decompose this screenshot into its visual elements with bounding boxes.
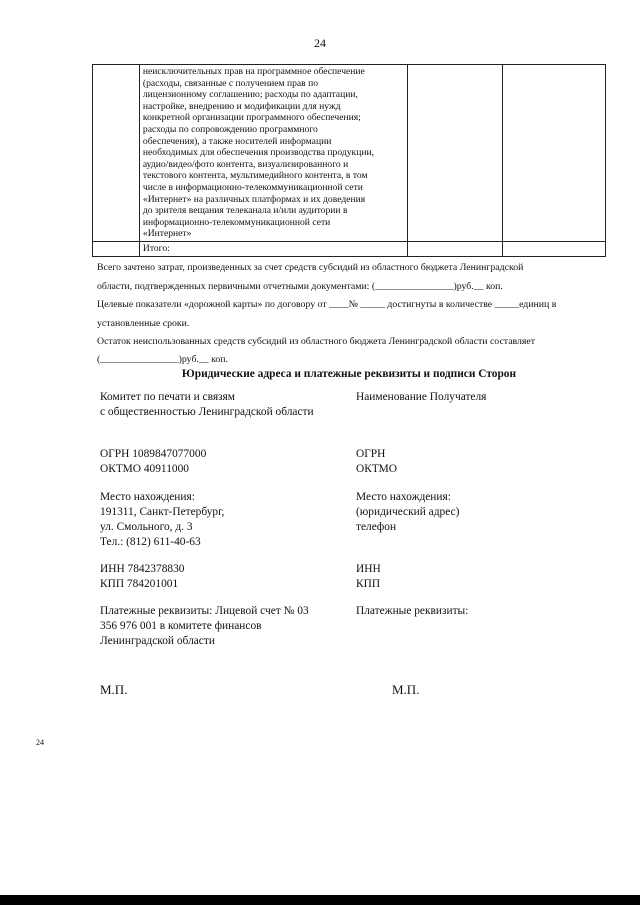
description-line: необходимых для обеспечения производства продукции, bbox=[142, 147, 374, 159]
page-number: 24 bbox=[314, 36, 326, 50]
address-line: 191311, Санкт-Петербург, bbox=[100, 506, 225, 518]
text-line: Комитет по печати и связям bbox=[100, 391, 236, 403]
description-line: неисключительных прав на программное обеспечение bbox=[142, 66, 365, 77]
total-label: Итого: bbox=[139, 241, 408, 256]
row-number-cell bbox=[93, 241, 140, 256]
table-row bbox=[93, 65, 606, 242]
oktmo-label: ОКТМО bbox=[356, 463, 397, 475]
table-row-total bbox=[93, 241, 606, 256]
text-line: Ленинградской области bbox=[100, 635, 215, 647]
cost-table bbox=[92, 64, 606, 257]
description-line: до зрителя вещания телеканала и/или аудитории в bbox=[142, 205, 348, 217]
report-line: Всего зачтено затрат, произведенных за счет средств субсидий из областного бюджета Ленинградской bbox=[97, 262, 524, 273]
description-line: (расходы, связанные с получением прав по bbox=[142, 77, 319, 89]
text-line: Платежные реквизиты: bbox=[356, 605, 469, 617]
address-line: ул. Смольного, д. 3 bbox=[100, 521, 193, 533]
description-line: лицензионному соглашению; расходы по адаптации, bbox=[142, 89, 358, 101]
report-line: Целевые показатели «дорожной карты» по договору от ____№ _____ достигнуты в количестве _____единиц в bbox=[97, 299, 557, 310]
kpp-value: КПП 784201001 bbox=[100, 578, 179, 590]
ogrn-value: ОГРН 1089847077000 bbox=[100, 448, 207, 460]
description-line: информационно-телекоммуникационной сети bbox=[142, 216, 331, 228]
report-line: установленные сроки. bbox=[97, 318, 190, 329]
report-line: области, подтвержденных первичными отчетными документами: (________________)руб.__ коп. bbox=[97, 281, 503, 292]
inn-value: ИНН 7842378830 bbox=[100, 563, 185, 575]
text-line: с общественностью Ленинградской области bbox=[100, 406, 314, 418]
description-line: расходы по сопровождению программного bbox=[142, 123, 318, 135]
section-title: Юридические адреса и платежные реквизиты и подписи Сторон bbox=[181, 368, 517, 380]
description-line: числе в информационно-телекоммуникационной сети bbox=[142, 181, 363, 193]
text-line: Наименование Получателя bbox=[356, 391, 487, 403]
scan-edge bbox=[0, 895, 640, 905]
amount-cell bbox=[503, 65, 606, 242]
location-label: Место нахождения: bbox=[356, 491, 451, 503]
right-party-name bbox=[356, 390, 606, 405]
right-tax-ids bbox=[356, 562, 606, 592]
text-line: Платежные реквизиты: Лицевой счет № 03 bbox=[100, 605, 309, 617]
inn-label: ИНН bbox=[356, 563, 381, 575]
description-cell bbox=[139, 65, 408, 242]
right-stamp: М.П. bbox=[392, 682, 420, 697]
amount-cell bbox=[408, 65, 503, 242]
left-party-name bbox=[100, 390, 350, 420]
report-line: (________________)руб.__ коп. bbox=[97, 354, 228, 365]
report-line: Остаток неиспользованных средств субсидий из областного бюджета Ленинградской области составляет bbox=[97, 336, 536, 347]
row-number-cell bbox=[93, 65, 140, 242]
margin-page-number: 24 bbox=[36, 738, 44, 747]
location-label: Место нахождения: bbox=[100, 491, 195, 503]
ogrn-label: ОГРН bbox=[356, 448, 386, 460]
address-line: (юридический адрес) bbox=[356, 506, 460, 518]
right-payment bbox=[356, 604, 606, 619]
description-line: обеспечения), а также носителей информации bbox=[142, 135, 332, 147]
oktmo-value: ОКТМО 40911000 bbox=[100, 463, 189, 475]
description-line: «Интернет» на различных платформах и их доведения bbox=[142, 193, 366, 205]
amount-cell bbox=[408, 241, 503, 256]
right-registration bbox=[356, 447, 606, 477]
left-location bbox=[100, 490, 350, 550]
phone-value: Тел.: (812) 611-40-63 bbox=[100, 536, 201, 548]
kpp-label: КПП bbox=[356, 578, 381, 590]
description-line: «Интернет» bbox=[142, 228, 192, 240]
text-line: 356 976 001 в комитете финансов bbox=[100, 620, 262, 632]
description-line: аудио/видео/фото контента, визуализированного и bbox=[142, 158, 349, 170]
amount-cell bbox=[503, 241, 606, 256]
left-tax-ids bbox=[100, 562, 350, 592]
left-payment bbox=[100, 604, 350, 649]
description-line: настройке, внедрению и модификации для нужд bbox=[142, 100, 341, 112]
left-stamp: М.П. bbox=[100, 682, 128, 697]
description-line: конкретной организации программного обеспечения; bbox=[142, 112, 361, 124]
left-registration bbox=[100, 447, 350, 477]
phone-label: телефон bbox=[356, 521, 397, 533]
right-location bbox=[356, 490, 606, 535]
description-line: текстового контента, мультимедийного контента, в том bbox=[142, 170, 368, 182]
